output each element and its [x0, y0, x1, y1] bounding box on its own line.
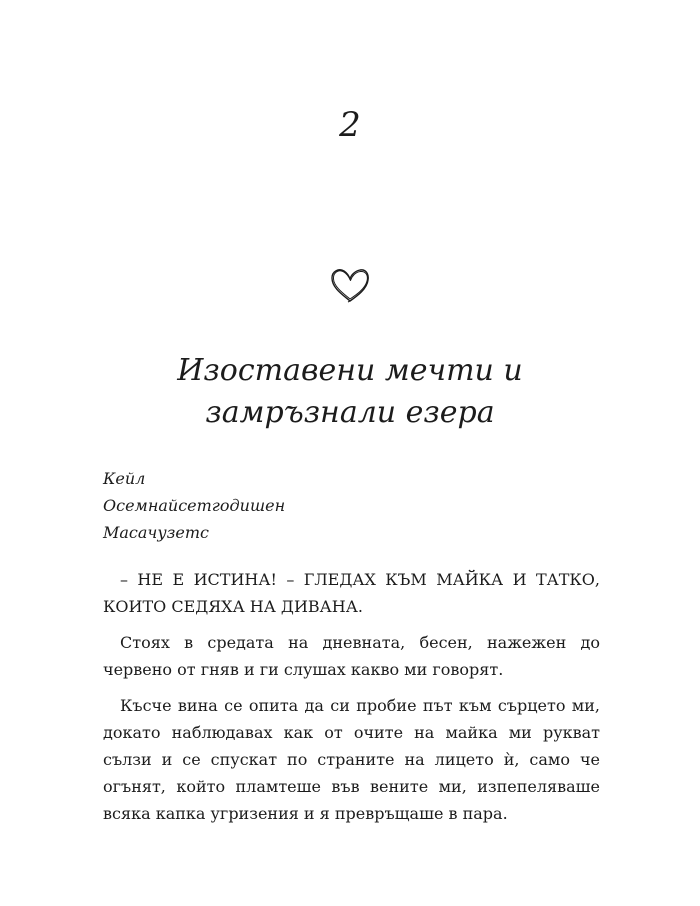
- chapter-title-line-2: замръзнали езера: [205, 395, 495, 430]
- location: Масачузетс: [103, 523, 209, 542]
- paragraph-1: – НЕ Е ИСТИНА! – ГЛЕДАХ КЪМ МАЙКА И ТАТКО, КОИТО СЕДЯХА НА ДИВАНА.: [103, 570, 600, 616]
- body-text: [103, 566, 600, 836]
- chapter-meta: [103, 465, 285, 546]
- narrator-name: Кейл: [103, 469, 146, 488]
- paragraph-3: Късче вина се опита да си пробие път към сърцето ми, докато наблюдавах как от очите на майка ми рукват сълзи и се спускат по страните на лицето ѝ, само че огънят, който пламтеше във вените ми, изпепеляваше всяка капка угризения и я превръщаше в пара.: [103, 696, 600, 823]
- narrator-age: Осемнайсетгодишен: [103, 496, 286, 515]
- chapter-number: 2: [339, 105, 361, 145]
- heart-icon: [328, 265, 372, 305]
- chapter-title: [80, 350, 620, 434]
- paragraph-2: Стоях в средата на дневната, бесен, нажежен до червено от гняв и ги слушах какво ми говорят.: [103, 633, 600, 679]
- chapter-title-line-1: Изоставени мечти и: [177, 353, 523, 388]
